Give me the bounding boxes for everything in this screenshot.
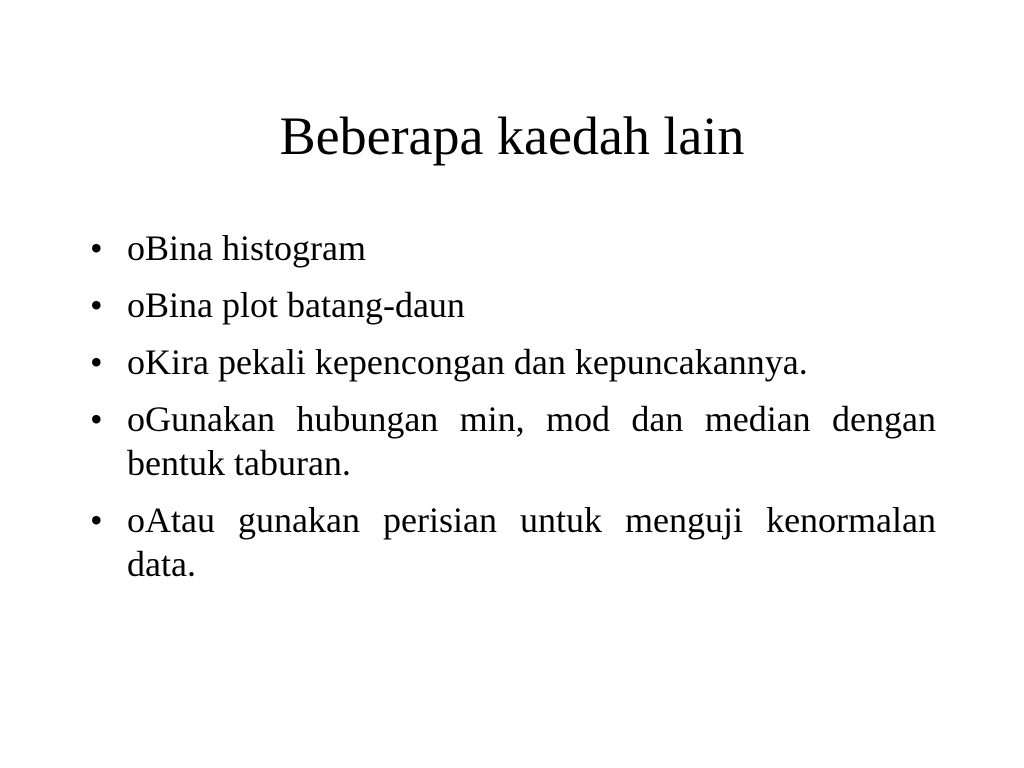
- bullet-icon: •: [90, 285, 103, 325]
- item-marker: o: [127, 500, 145, 540]
- slide-title: Beberapa kaedah lain: [279, 106, 745, 166]
- bullet-text: Bina histogram: [145, 228, 366, 268]
- bullet-item: [90, 498, 936, 586]
- item-marker: o: [127, 228, 145, 268]
- bullet-icon: •: [90, 399, 103, 439]
- bullet-text: Kira pekali kepencongan dan kepuncakannya.: [145, 342, 808, 382]
- item-marker: o: [127, 285, 145, 325]
- bullet-item: [90, 397, 936, 485]
- bullet-item: [90, 340, 936, 384]
- bullet-text: Gunakan hubungan min, mod dan median dengan bentuk taburan.: [127, 399, 936, 483]
- bullet-icon: •: [90, 228, 103, 268]
- bullet-icon: •: [90, 342, 103, 382]
- item-marker: o: [127, 399, 145, 439]
- bullet-list: [90, 226, 936, 599]
- bullet-icon: •: [90, 500, 103, 540]
- bullet-text: Atau gunakan perisian untuk menguji kenormalan data.: [127, 500, 936, 584]
- bullet-item: [90, 226, 936, 270]
- bullet-text: Bina plot batang-daun: [145, 285, 465, 325]
- bullet-item: [90, 283, 936, 327]
- item-marker: o: [127, 342, 145, 382]
